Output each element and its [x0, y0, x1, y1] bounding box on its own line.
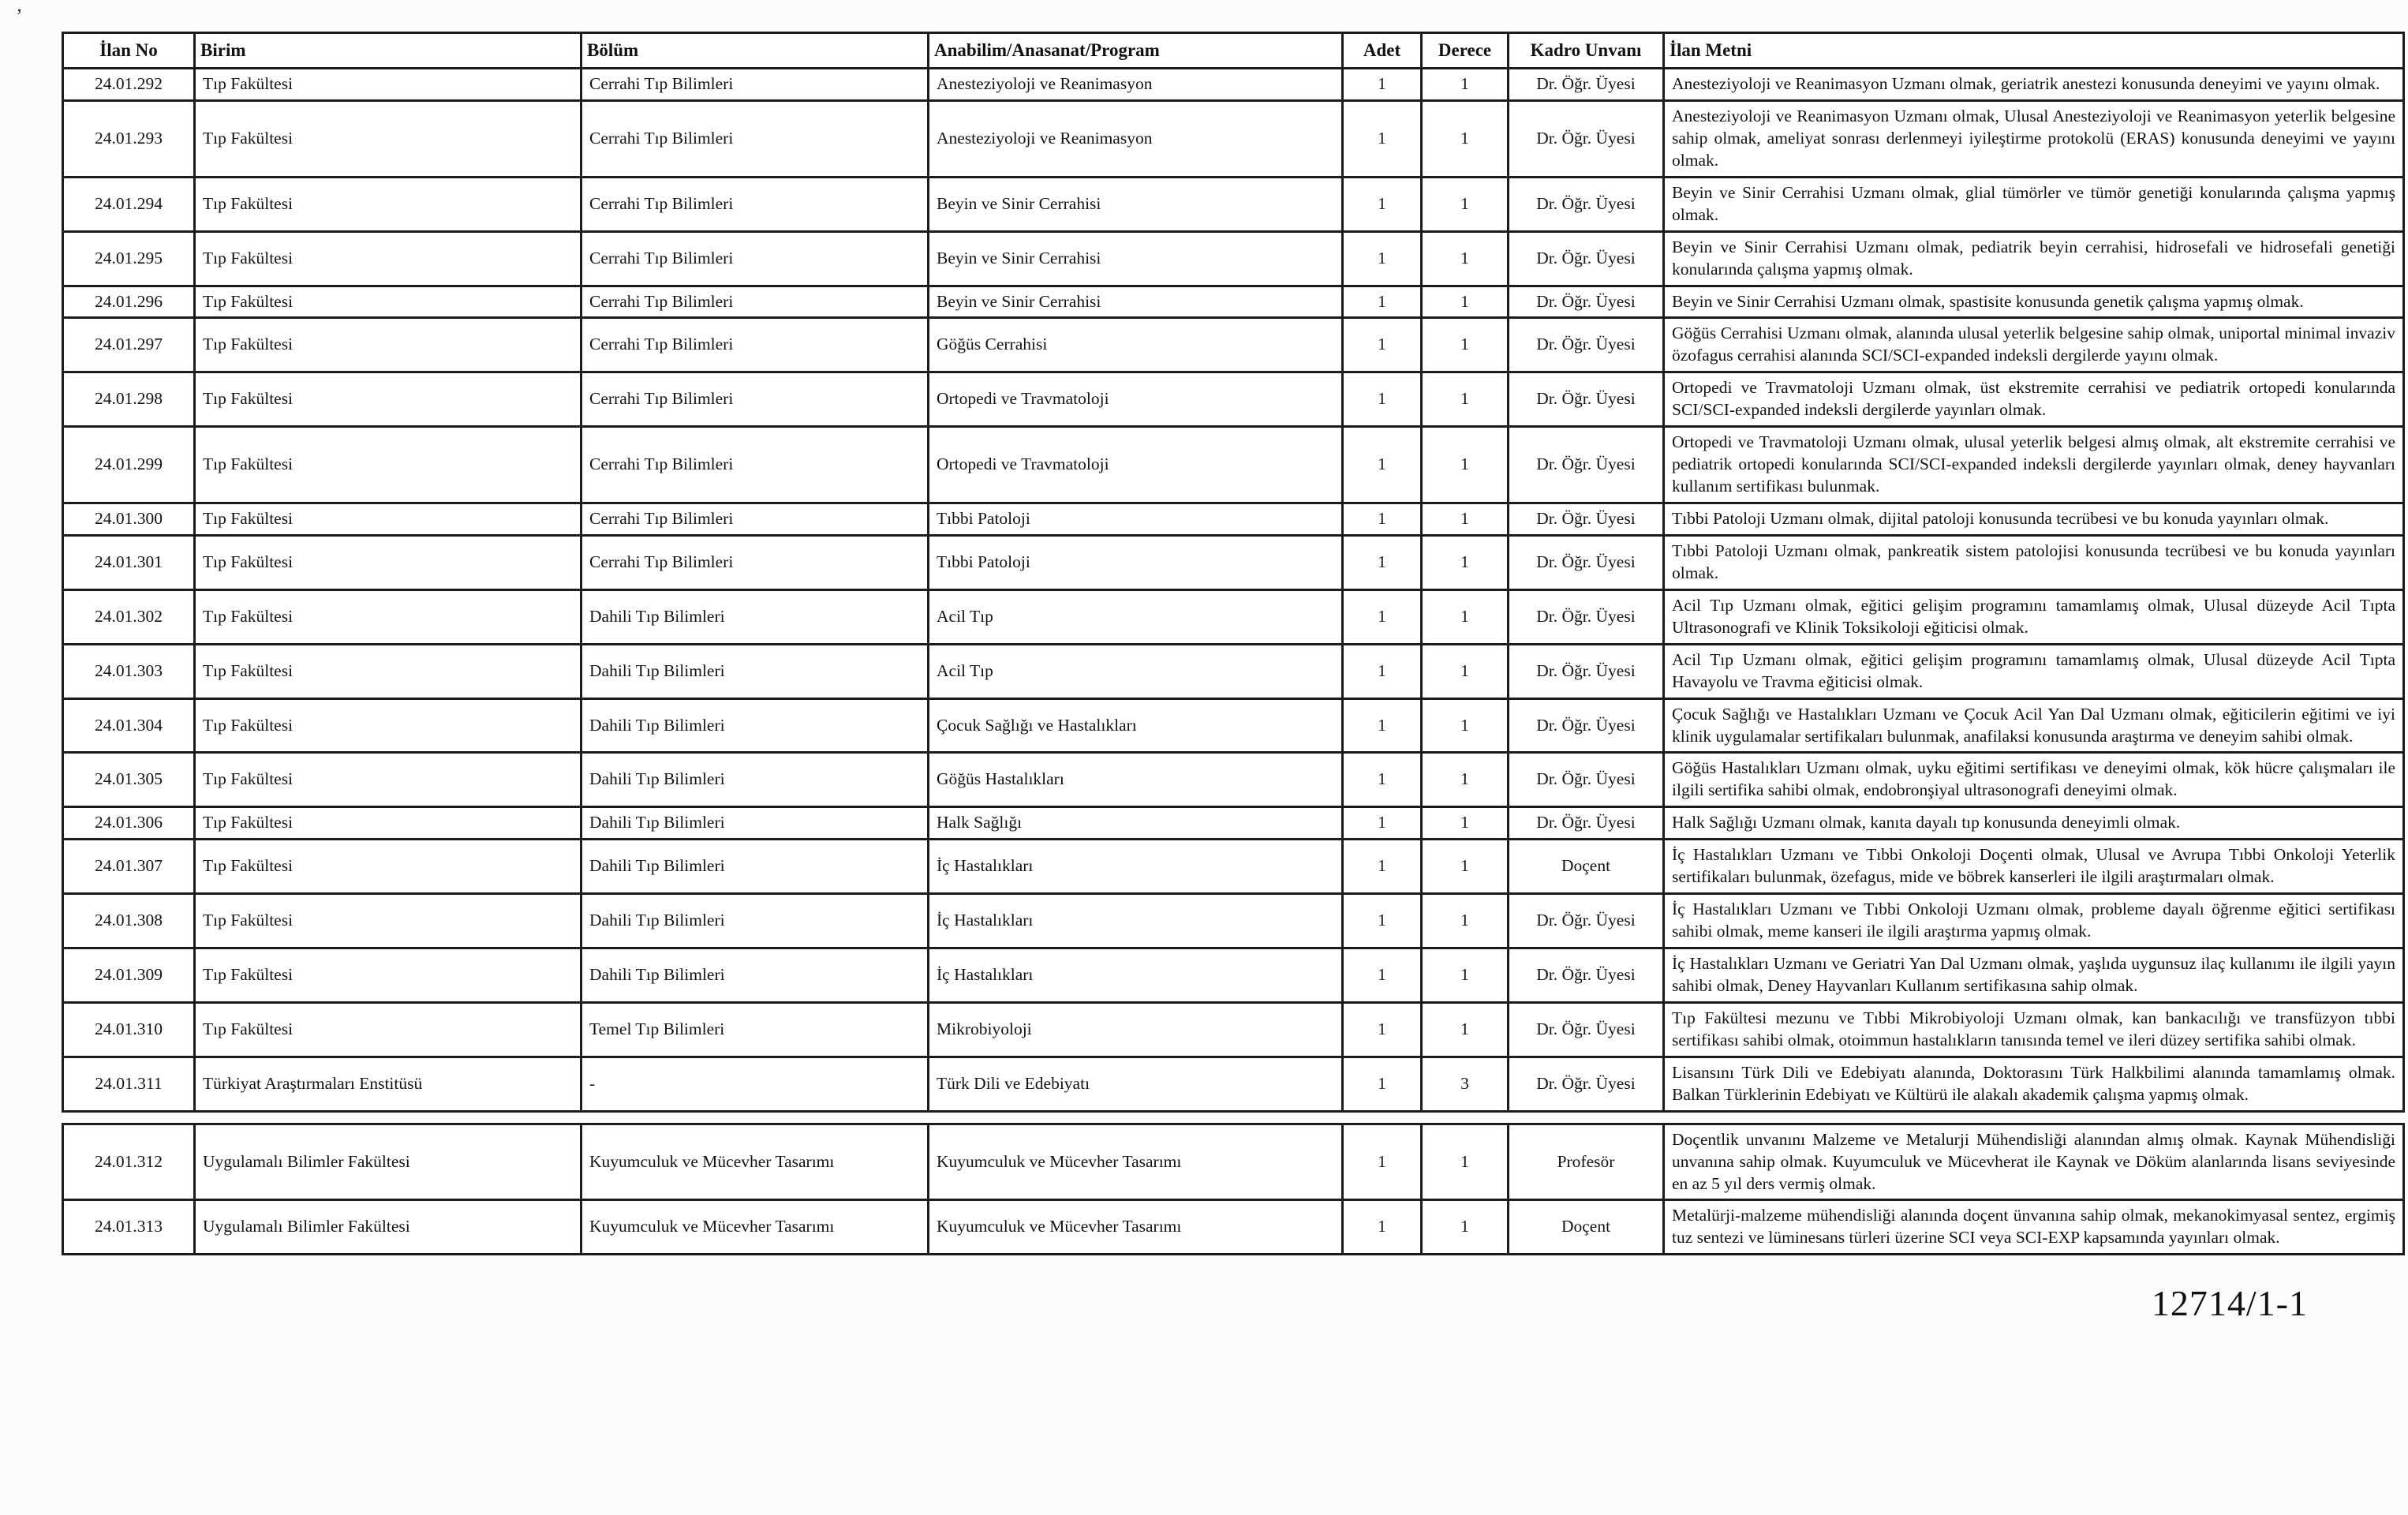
cell-birim: Tıp Fakültesi	[195, 100, 581, 177]
cell-bolum: Cerrahi Tıp Bilimleri	[581, 427, 929, 503]
cell-ilan-no: 24.01.313	[63, 1200, 195, 1255]
cell-program: Kuyumculuk ve Mücevher Tasarımı	[929, 1200, 1343, 1255]
cell-ilan-metni: Doçentlik unvanını Malzeme ve Metalurji Mühendisliği alanından almış olmak. Kaynak Mühendisliği unvanına sahip olmak. Kuyumculuk ve Mücevherat ile Kaynak ve Döküm alanlarında lisans seviyesinde en az 5 yıl ders vermiş olmak.	[1664, 1124, 2404, 1200]
cell-ilan-metni: Acil Tıp Uzmanı olmak, eğitici gelişim programını tamamlamış olmak, Ulusal düzeyde Acil Tıpta Havayolu ve Travma eğiticisi olmak.	[1664, 644, 2404, 698]
cell-ilan-no: 24.01.305	[63, 753, 195, 807]
cell-ilan-no: 24.01.293	[63, 100, 195, 177]
cell-program: Göğüs Hastalıkları	[929, 753, 1343, 807]
table-row	[63, 177, 2404, 231]
cell-birim: Tıp Fakültesi	[195, 69, 581, 101]
cell-kadro-unvani: Dr. Öğr. Üyesi	[1509, 427, 1664, 503]
cell-derece: 1	[1422, 372, 1509, 427]
cell-adet: 1	[1343, 286, 1422, 318]
cell-ilan-no: 24.01.309	[63, 948, 195, 1003]
cell-ilan-metni: Anesteziyoloji ve Reanimasyon Uzmanı olmak, Ulusal Anesteziyoloji ve Reanimasyon yeterlik belgesine sahip olmak, ameliyat sonrası derlenmeyi iyileştirme protokolü (ERAS) konusunda deneyimi ve yayını olmak.	[1664, 100, 2404, 177]
cell-ilan-metni: Anesteziyoloji ve Reanimasyon Uzmanı olmak, geriatrik anestezi konusunda deneyimi ve yayını olmak.	[1664, 69, 2404, 101]
cell-birim: Tıp Fakültesi	[195, 372, 581, 427]
cell-bolum: Cerrahi Tıp Bilimleri	[581, 231, 929, 286]
table-row	[63, 948, 2404, 1003]
table-body-segment-2	[63, 1124, 2404, 1255]
scan-corner-mark: ’	[16, 5, 23, 28]
cell-ilan-metni: Tıp Fakültesi mezunu ve Tıbbi Mikrobiyoloji Uzmanı olmak, kan bankacılığı ve transfüzyon tıbbi sertifikası sahibi olmak, otoimmun hastalıkların tanısında temel ve ileri düzey sertifika sahibi olmak.	[1664, 1002, 2404, 1057]
cell-ilan-no: 24.01.299	[63, 427, 195, 503]
cell-derece: 3	[1422, 1057, 1509, 1111]
cell-adet: 1	[1343, 427, 1422, 503]
cell-adet: 1	[1343, 840, 1422, 894]
cell-ilan-no: 24.01.304	[63, 698, 195, 753]
cell-kadro-unvani: Dr. Öğr. Üyesi	[1509, 644, 1664, 698]
cell-ilan-metni: İç Hastalıkları Uzmanı ve Tıbbi Onkoloji Doçenti olmak, Ulusal ve Avrupa Tıbbi Onkoloji Yeterlik sertifikaları bulunmak, özefagus, mide ve böbrek kanserleri ile ilgili araştırmaları olmak.	[1664, 840, 2404, 894]
cell-kadro-unvani: Dr. Öğr. Üyesi	[1509, 177, 1664, 231]
cell-bolum: Cerrahi Tıp Bilimleri	[581, 69, 929, 101]
cell-derece: 1	[1422, 948, 1509, 1003]
cell-birim: Tıp Fakültesi	[195, 644, 581, 698]
cell-kadro-unvani: Dr. Öğr. Üyesi	[1509, 318, 1664, 372]
cell-program: Ortopedi ve Travmatoloji	[929, 372, 1343, 427]
cell-bolum: Cerrahi Tıp Bilimleri	[581, 286, 929, 318]
cell-derece: 1	[1422, 1124, 1509, 1200]
cell-ilan-no: 24.01.312	[63, 1124, 195, 1200]
cell-kadro-unvani: Dr. Öğr. Üyesi	[1509, 100, 1664, 177]
table-row	[63, 318, 2404, 372]
cell-ilan-no: 24.01.311	[63, 1057, 195, 1111]
cell-bolum: Cerrahi Tıp Bilimleri	[581, 503, 929, 536]
cell-derece: 1	[1422, 177, 1509, 231]
cell-birim: Tıp Fakültesi	[195, 589, 581, 644]
cell-kadro-unvani: Doçent	[1509, 1200, 1664, 1255]
table-row	[63, 894, 2404, 948]
cell-kadro-unvani: Dr. Öğr. Üyesi	[1509, 894, 1664, 948]
cell-kadro-unvani: Dr. Öğr. Üyesi	[1509, 1057, 1664, 1111]
cell-program: Beyin ve Sinir Cerrahisi	[929, 231, 1343, 286]
cell-adet: 1	[1343, 1002, 1422, 1057]
cell-kadro-unvani: Profesör	[1509, 1124, 1664, 1200]
cell-bolum: Cerrahi Tıp Bilimleri	[581, 318, 929, 372]
table-row	[63, 535, 2404, 589]
column-header-2: Bölüm	[581, 33, 929, 69]
cell-birim: Uygulamalı Bilimler Fakültesi	[195, 1200, 581, 1255]
cell-derece: 1	[1422, 753, 1509, 807]
table-body-segment-1	[63, 69, 2404, 1112]
job-postings-table-segment-1	[62, 32, 2405, 1113]
cell-birim: Tıp Fakültesi	[195, 948, 581, 1003]
table-row	[63, 231, 2404, 286]
cell-birim: Tıp Fakültesi	[195, 894, 581, 948]
cell-kadro-unvani: Dr. Öğr. Üyesi	[1509, 503, 1664, 536]
cell-program: Ortopedi ve Travmatoloji	[929, 427, 1343, 503]
cell-ilan-metni: Beyin ve Sinir Cerrahisi Uzmanı olmak, glial tümörler ve tümör genetiği konularında çalışma yapmış olmak.	[1664, 177, 2404, 231]
cell-program: İç Hastalıkları	[929, 840, 1343, 894]
cell-derece: 1	[1422, 69, 1509, 101]
cell-program: Anesteziyoloji ve Reanimasyon	[929, 69, 1343, 101]
cell-birim: Tıp Fakültesi	[195, 840, 581, 894]
cell-birim: Tıp Fakültesi	[195, 286, 581, 318]
cell-derece: 1	[1422, 840, 1509, 894]
table-row	[63, 286, 2404, 318]
cell-bolum: Cerrahi Tıp Bilimleri	[581, 372, 929, 427]
cell-ilan-metni: Göğüs Cerrahisi Uzmanı olmak, alanında ulusal yeterlik belgesine sahip olmak, uniportal minimal invaziv özofagus cerrahisi alanında SCI/SCI-expanded indeksli dergilerde yayını olmak.	[1664, 318, 2404, 372]
cell-birim: Uygulamalı Bilimler Fakültesi	[195, 1124, 581, 1200]
table-row	[63, 753, 2404, 807]
cell-derece: 1	[1422, 589, 1509, 644]
cell-ilan-metni: Lisansını Türk Dili ve Edebiyatı alanında, Doktorasını Türk Halkbilimi alanında tamamlamış olmak. Balkan Türklerinin Edebiyatı ve Kültürü ile alakalı akademik çalışma yapmış olmak.	[1664, 1057, 2404, 1111]
cell-derece: 1	[1422, 644, 1509, 698]
cell-ilan-no: 24.01.292	[63, 69, 195, 101]
cell-derece: 1	[1422, 535, 1509, 589]
cell-ilan-no: 24.01.308	[63, 894, 195, 948]
cell-birim: Tıp Fakültesi	[195, 753, 581, 807]
table-row	[63, 1057, 2404, 1111]
cell-birim: Tıp Fakültesi	[195, 177, 581, 231]
cell-kadro-unvani: Dr. Öğr. Üyesi	[1509, 286, 1664, 318]
cell-kadro-unvani: Dr. Öğr. Üyesi	[1509, 589, 1664, 644]
cell-ilan-metni: Göğüs Hastalıkları Uzmanı olmak, uyku eğitimi sertifikası ve deneyimi olmak, kök hücre çalışmaları ile ilgili sertifika sahibi olmak, endobronşiyal ultrasonografi deneyimi olmak.	[1664, 753, 2404, 807]
cell-program: Tıbbi Patoloji	[929, 503, 1343, 536]
cell-derece: 1	[1422, 1200, 1509, 1255]
cell-program: Tıbbi Patoloji	[929, 535, 1343, 589]
cell-adet: 1	[1343, 100, 1422, 177]
cell-kadro-unvani: Dr. Öğr. Üyesi	[1509, 807, 1664, 840]
cell-kadro-unvani: Dr. Öğr. Üyesi	[1509, 948, 1664, 1003]
cell-adet: 1	[1343, 698, 1422, 753]
table-row	[63, 100, 2404, 177]
cell-kadro-unvani: Doçent	[1509, 840, 1664, 894]
cell-bolum: Cerrahi Tıp Bilimleri	[581, 100, 929, 177]
cell-ilan-metni: Tıbbi Patoloji Uzmanı olmak, pankreatik sistem patolojisi konusunda tecrübesi ve bu konuda yayınları olmak.	[1664, 535, 2404, 589]
cell-kadro-unvani: Dr. Öğr. Üyesi	[1509, 1002, 1664, 1057]
table-row	[63, 698, 2404, 753]
cell-ilan-metni: Ortopedi ve Travmatoloji Uzmanı olmak, ulusal yeterlik belgesi almış olmak, alt ekstremite cerrahisi ve pediatrik ortopedi konularında SCI/SCI-expanded indeksli dergilerde yayınları olmak, deney hayvanları kullanım sertifikası bulunmak.	[1664, 427, 2404, 503]
table-row	[63, 644, 2404, 698]
table-row	[63, 1124, 2404, 1200]
cell-derece: 1	[1422, 503, 1509, 536]
cell-ilan-no: 24.01.297	[63, 318, 195, 372]
cell-adet: 1	[1343, 318, 1422, 372]
cell-kadro-unvani: Dr. Öğr. Üyesi	[1509, 698, 1664, 753]
cell-program: Mikrobiyoloji	[929, 1002, 1343, 1057]
cell-adet: 1	[1343, 535, 1422, 589]
cell-bolum: Dahili Tıp Bilimleri	[581, 840, 929, 894]
cell-kadro-unvani: Dr. Öğr. Üyesi	[1509, 69, 1664, 101]
cell-derece: 1	[1422, 100, 1509, 177]
table-row	[63, 1200, 2404, 1255]
cell-derece: 1	[1422, 286, 1509, 318]
cell-birim: Tıp Fakültesi	[195, 807, 581, 840]
column-header-4: Adet	[1343, 33, 1422, 69]
cell-derece: 1	[1422, 427, 1509, 503]
cell-bolum: Dahili Tıp Bilimleri	[581, 589, 929, 644]
cell-ilan-no: 24.01.306	[63, 807, 195, 840]
column-header-3: Anabilim/Anasanat/Program	[929, 33, 1343, 69]
cell-ilan-metni: Çocuk Sağlığı ve Hastalıkları Uzmanı ve Çocuk Acil Yan Dal Uzmanı olmak, eğiticilerin eğitimi ve iyi klinik uygulamalar sertifikaları bulunmak, anafilaksi konusunda araştırma ve deneyim sahibi olmak.	[1664, 698, 2404, 753]
cell-birim: Türkiyat Araştırmaları Enstitüsü	[195, 1057, 581, 1111]
cell-ilan-no: 24.01.294	[63, 177, 195, 231]
column-header-7: İlan Metni	[1664, 33, 2404, 69]
cell-program: Kuyumculuk ve Mücevher Tasarımı	[929, 1124, 1343, 1200]
cell-derece: 1	[1422, 807, 1509, 840]
cell-bolum: Dahili Tıp Bilimleri	[581, 894, 929, 948]
cell-adet: 1	[1343, 69, 1422, 101]
cell-adet: 1	[1343, 231, 1422, 286]
cell-program: Halk Sağlığı	[929, 807, 1343, 840]
table-row	[63, 589, 2404, 644]
cell-ilan-no: 24.01.298	[63, 372, 195, 427]
cell-ilan-no: 24.01.301	[63, 535, 195, 589]
cell-bolum: Cerrahi Tıp Bilimleri	[581, 535, 929, 589]
cell-ilan-no: 24.01.302	[63, 589, 195, 644]
cell-derece: 1	[1422, 1002, 1509, 1057]
table-row	[63, 807, 2404, 840]
cell-adet: 1	[1343, 948, 1422, 1003]
cell-ilan-no: 24.01.307	[63, 840, 195, 894]
cell-birim: Tıp Fakültesi	[195, 318, 581, 372]
table-row	[63, 372, 2404, 427]
cell-birim: Tıp Fakültesi	[195, 427, 581, 503]
cell-bolum: Dahili Tıp Bilimleri	[581, 948, 929, 1003]
job-postings-table-segment-2	[62, 1123, 2405, 1256]
cell-derece: 1	[1422, 698, 1509, 753]
cell-adet: 1	[1343, 644, 1422, 698]
cell-bolum: Dahili Tıp Bilimleri	[581, 698, 929, 753]
column-header-0: İlan No	[63, 33, 195, 69]
cell-program: Çocuk Sağlığı ve Hastalıkları	[929, 698, 1343, 753]
cell-bolum: Dahili Tıp Bilimleri	[581, 644, 929, 698]
cell-adet: 1	[1343, 807, 1422, 840]
cell-derece: 1	[1422, 318, 1509, 372]
cell-program: Türk Dili ve Edebiyatı	[929, 1057, 1343, 1111]
cell-ilan-no: 24.01.295	[63, 231, 195, 286]
cell-derece: 1	[1422, 894, 1509, 948]
gazette-reference-number: 12714/1-1	[2151, 1283, 2308, 1324]
cell-program: Beyin ve Sinir Cerrahisi	[929, 286, 1343, 318]
cell-program: Beyin ve Sinir Cerrahisi	[929, 177, 1343, 231]
table-row	[63, 1002, 2404, 1057]
column-header-6: Kadro Unvanı	[1509, 33, 1664, 69]
column-header-5: Derece	[1422, 33, 1509, 69]
cell-bolum: Kuyumculuk ve Mücevher Tasarımı	[581, 1200, 929, 1255]
cell-ilan-metni: İç Hastalıkları Uzmanı ve Tıbbi Onkoloji Uzmanı olmak, probleme dayalı öğrenme eğitici sertifikası sahibi olmak, meme kanseri ile ilgili araştırma yapmış olmak.	[1664, 894, 2404, 948]
cell-ilan-metni: Beyin ve Sinir Cerrahisi Uzmanı olmak, pediatrik beyin cerrahisi, hidrosefali ve hidrosefali genetiği konularında çalışma yapmış olmak.	[1664, 231, 2404, 286]
column-header-1: Birim	[195, 33, 581, 69]
cell-bolum: Dahili Tıp Bilimleri	[581, 807, 929, 840]
cell-ilan-no: 24.01.303	[63, 644, 195, 698]
cell-kadro-unvani: Dr. Öğr. Üyesi	[1509, 372, 1664, 427]
cell-adet: 1	[1343, 1124, 1422, 1200]
cell-ilan-no: 24.01.310	[63, 1002, 195, 1057]
cell-bolum: Temel Tıp Bilimleri	[581, 1002, 929, 1057]
cell-adet: 1	[1343, 753, 1422, 807]
cell-kadro-unvani: Dr. Öğr. Üyesi	[1509, 535, 1664, 589]
cell-ilan-no: 24.01.296	[63, 286, 195, 318]
cell-bolum: Dahili Tıp Bilimleri	[581, 753, 929, 807]
table-row	[63, 840, 2404, 894]
cell-adet: 1	[1343, 372, 1422, 427]
cell-program: İç Hastalıkları	[929, 894, 1343, 948]
cell-ilan-metni: İç Hastalıkları Uzmanı ve Geriatri Yan Dal Uzmanı olmak, yaşlıda uygunsuz ilaç kullanımı ile ilgili yayın sahibi olmak, Deney Hayvanları Kullanım sertifikasına sahip olmak.	[1664, 948, 2404, 1003]
cell-program: İç Hastalıkları	[929, 948, 1343, 1003]
cell-program: Acil Tıp	[929, 644, 1343, 698]
cell-bolum: Kuyumculuk ve Mücevher Tasarımı	[581, 1124, 929, 1200]
cell-ilan-metni: Acil Tıp Uzmanı olmak, eğitici gelişim programını tamamlamış olmak, Ulusal düzeyde Acil Tıpta Ultrasonografi ve Klinik Toksikoloji eğiticisi olmak.	[1664, 589, 2404, 644]
cell-ilan-no: 24.01.300	[63, 503, 195, 536]
table-row	[63, 69, 2404, 101]
cell-adet: 1	[1343, 503, 1422, 536]
cell-birim: Tıp Fakültesi	[195, 1002, 581, 1057]
header-row	[63, 33, 2404, 69]
cell-program: Göğüs Cerrahisi	[929, 318, 1343, 372]
cell-ilan-metni: Ortopedi ve Travmatoloji Uzmanı olmak, üst ekstremite cerrahisi ve pediatrik ortopedi konularında SCI/SCI-expanded indeksli dergilerde yayınları olmak.	[1664, 372, 2404, 427]
cell-adet: 1	[1343, 177, 1422, 231]
table-row	[63, 503, 2404, 536]
cell-program: Anesteziyoloji ve Reanimasyon	[929, 100, 1343, 177]
cell-birim: Tıp Fakültesi	[195, 503, 581, 536]
cell-bolum: -	[581, 1057, 929, 1111]
table-row	[63, 427, 2404, 503]
cell-kadro-unvani: Dr. Öğr. Üyesi	[1509, 231, 1664, 286]
cell-program: Acil Tıp	[929, 589, 1343, 644]
cell-bolum: Cerrahi Tıp Bilimleri	[581, 177, 929, 231]
cell-adet: 1	[1343, 589, 1422, 644]
cell-birim: Tıp Fakültesi	[195, 231, 581, 286]
cell-adet: 1	[1343, 1200, 1422, 1255]
cell-derece: 1	[1422, 231, 1509, 286]
cell-birim: Tıp Fakültesi	[195, 698, 581, 753]
cell-ilan-metni: Tıbbi Patoloji Uzmanı olmak, dijital patoloji konusunda tecrübesi ve bu konuda yayınları olmak.	[1664, 503, 2404, 536]
cell-birim: Tıp Fakültesi	[195, 535, 581, 589]
cell-ilan-metni: Metalürji-malzeme mühendisliği alanında doçent ünvanına sahip olmak, mekanokimyasal sentez, ergimiş tuz sentezi ve lüminesans türleri üzerine SCI veya SCI-EXP kapsamında yayınları olmak.	[1664, 1200, 2404, 1255]
cell-ilan-metni: Halk Sağlığı Uzmanı olmak, kanıta dayalı tıp konusunda deneyimli olmak.	[1664, 807, 2404, 840]
cell-adet: 1	[1343, 894, 1422, 948]
cell-kadro-unvani: Dr. Öğr. Üyesi	[1509, 753, 1664, 807]
cell-adet: 1	[1343, 1057, 1422, 1111]
cell-ilan-metni: Beyin ve Sinir Cerrahisi Uzmanı olmak, spastisite konusunda genetik çalışma yapmış olmak.	[1664, 286, 2404, 318]
